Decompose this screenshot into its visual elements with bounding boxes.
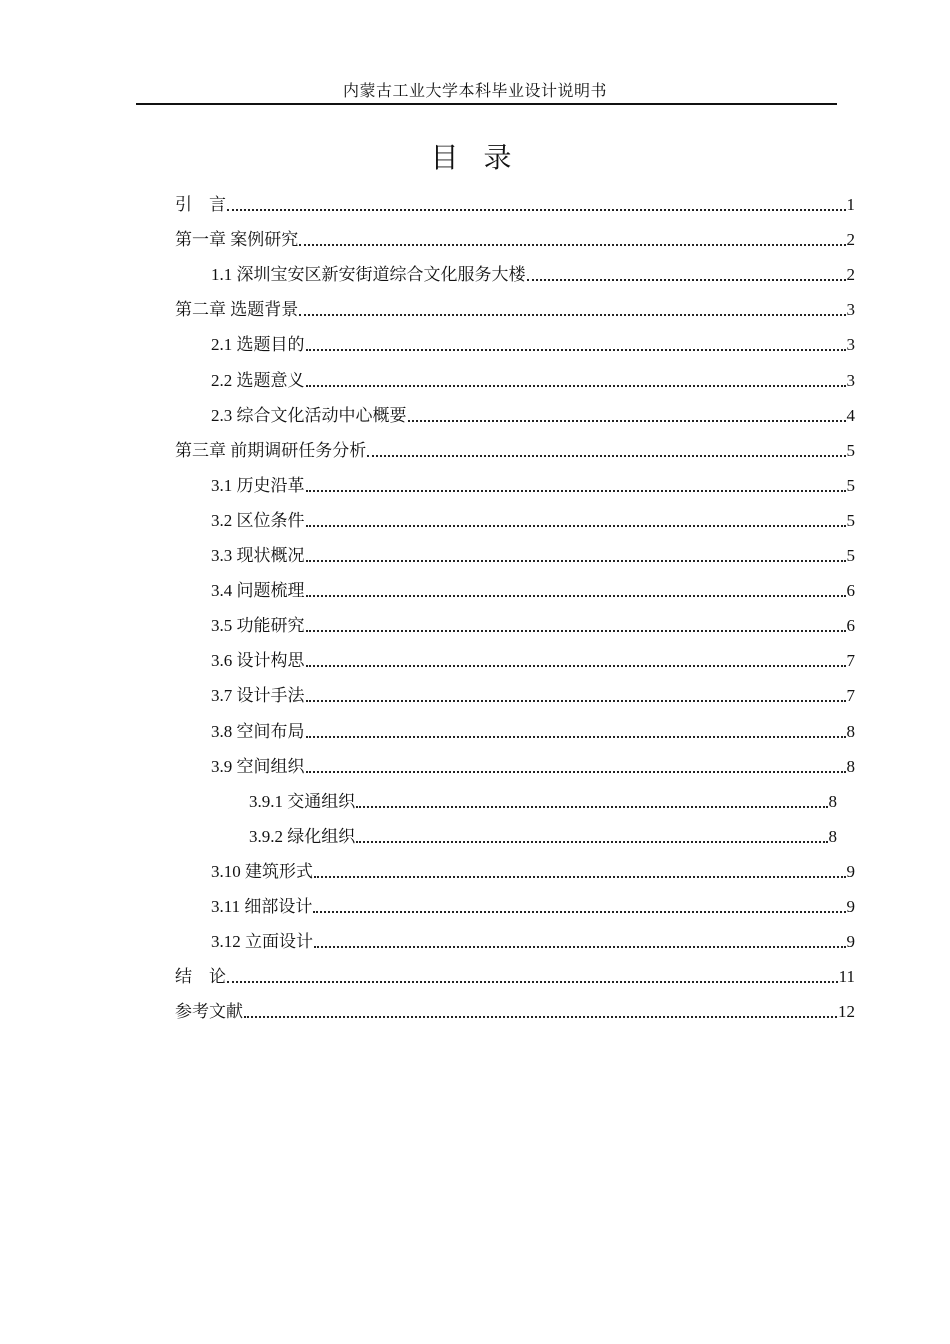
toc-entry-page-number: 5	[846, 546, 855, 565]
toc-entry-label: 3.9.1 交通组织	[249, 791, 356, 811]
toc-entry-label: 3.11 细部设计	[211, 897, 313, 916]
dot-leader	[314, 946, 846, 948]
toc-entry[interactable]	[211, 927, 855, 957]
toc-entry-page-number: 8	[846, 756, 855, 776]
toc-entry[interactable]	[211, 681, 855, 711]
toc-entry-page-number: 6	[846, 581, 855, 601]
toc-entry-label: 3.6 设计构思	[211, 651, 305, 671]
toc-entry[interactable]	[211, 260, 855, 290]
dot-leader	[306, 490, 846, 492]
toc-entry[interactable]	[175, 190, 855, 220]
toc-entry[interactable]	[211, 576, 855, 606]
toc-entry-label: 3.3 现状概况	[211, 546, 305, 565]
toc-entry[interactable]	[211, 506, 855, 536]
toc-entry-page-number: 3	[846, 335, 855, 355]
toc-entry-page-number: 8	[828, 826, 837, 846]
toc-entry[interactable]	[211, 541, 855, 571]
dot-leader	[313, 911, 845, 913]
toc-entry-page-number: 5	[846, 510, 855, 530]
toc-entry-page-number: 8	[828, 791, 837, 811]
dot-leader	[306, 385, 846, 387]
toc-entry[interactable]	[175, 997, 855, 1027]
header-rule	[136, 103, 837, 105]
toc-entry-label: 3.1 历史沿革	[211, 475, 305, 495]
dot-leader	[306, 771, 846, 773]
toc-entry[interactable]	[175, 295, 855, 325]
dot-leader	[306, 736, 846, 738]
dot-leader	[299, 244, 845, 246]
dot-leader	[244, 1016, 837, 1018]
toc-entry-page-number: 7	[846, 686, 855, 706]
dot-leader	[306, 560, 846, 562]
toc-entry-page-number: 2	[846, 265, 855, 285]
toc-entry[interactable]	[211, 471, 855, 501]
dot-leader	[408, 420, 846, 422]
dot-leader	[306, 349, 846, 351]
toc-entry[interactable]	[249, 787, 837, 817]
toc-entry-label: 3.9.2 绿化组织	[249, 826, 356, 846]
page-header: 内蒙古工业大学本科毕业设计说明书	[342, 83, 607, 100]
dot-leader	[306, 525, 846, 527]
toc-entry[interactable]	[211, 892, 855, 922]
toc-entry-label: 3.8 空间布局	[211, 721, 305, 741]
toc-entry[interactable]	[211, 330, 855, 360]
toc-entry[interactable]	[175, 225, 855, 255]
toc-entry-page-number: 4	[846, 405, 855, 425]
toc-entry[interactable]	[211, 366, 855, 396]
toc-entry-label: 3.5 功能研究	[211, 616, 305, 636]
toc-entry-label: 第二章 选题背景	[175, 300, 299, 320]
toc-entry[interactable]	[211, 646, 855, 676]
dot-leader	[356, 841, 827, 843]
toc-entry-page-number: 12	[838, 1002, 855, 1022]
toc-entry-page-number: 7	[846, 651, 855, 671]
toc-entry[interactable]	[175, 962, 855, 992]
toc-entry-page-number: 9	[846, 861, 855, 881]
toc-title: 目 录	[430, 141, 520, 174]
dot-leader	[356, 806, 827, 808]
toc-entry-page-number: 1	[846, 195, 855, 214]
toc-entry-label: 3.2 区位条件	[211, 510, 305, 530]
dot-leader	[306, 665, 846, 667]
toc-entry-page-number: 2	[846, 230, 855, 250]
dot-leader	[306, 630, 846, 632]
toc-entry-label: 2.2 选题意义	[211, 370, 305, 390]
toc-entry-page-number: 6	[846, 616, 855, 636]
toc-entry-label: 3.10 建筑形式	[211, 861, 313, 881]
dot-leader	[367, 455, 845, 457]
toc-entry[interactable]	[249, 822, 837, 852]
dot-leader	[299, 314, 845, 316]
toc-entry-label: 2.3 综合文化活动中心概要	[211, 405, 407, 425]
toc-entry[interactable]	[211, 752, 855, 782]
toc-entry-page-number: 8	[846, 721, 855, 741]
toc-entry-label: 2.1 选题目的	[211, 335, 305, 355]
toc-entry-label: 3.12 立面设计	[211, 932, 313, 952]
dot-leader	[227, 981, 838, 983]
toc-entry-label: 3.4 问题梳理	[211, 581, 305, 601]
toc-entry[interactable]	[175, 436, 855, 466]
toc-entry[interactable]	[211, 401, 855, 431]
toc-entry-page-number: 3	[846, 300, 855, 320]
dot-leader	[314, 876, 846, 878]
toc-entry-page-number: 5	[846, 475, 855, 495]
dot-leader	[227, 209, 846, 211]
dot-leader	[527, 279, 846, 281]
toc-entry-label: 参考文献	[175, 1002, 243, 1022]
toc-entry-label: 3.9 空间组织	[211, 756, 305, 776]
toc-entry-label: 第一章 案例研究	[175, 230, 299, 250]
toc-entry-label: 1.1 深圳宝安区新安街道综合文化服务大楼	[211, 265, 526, 285]
toc-entry-label: 第三章 前期调研任务分析	[175, 440, 367, 460]
toc-entry-label: 引 言	[175, 195, 226, 214]
toc-entry-page-number: 3	[846, 370, 855, 390]
toc-entry-page-number: 9	[846, 897, 855, 916]
toc-entry-page-number: 5	[846, 440, 855, 460]
toc-entry[interactable]	[211, 611, 855, 641]
toc-entry-label: 3.7 设计手法	[211, 686, 305, 706]
toc-entry[interactable]	[211, 717, 855, 747]
dot-leader	[306, 595, 846, 597]
toc-entry-page-number: 9	[846, 932, 855, 952]
toc-entry[interactable]	[211, 857, 855, 887]
toc-entry-page-number: 11	[838, 967, 855, 987]
dot-leader	[306, 700, 846, 702]
toc-entry-label: 结 论	[175, 967, 226, 987]
